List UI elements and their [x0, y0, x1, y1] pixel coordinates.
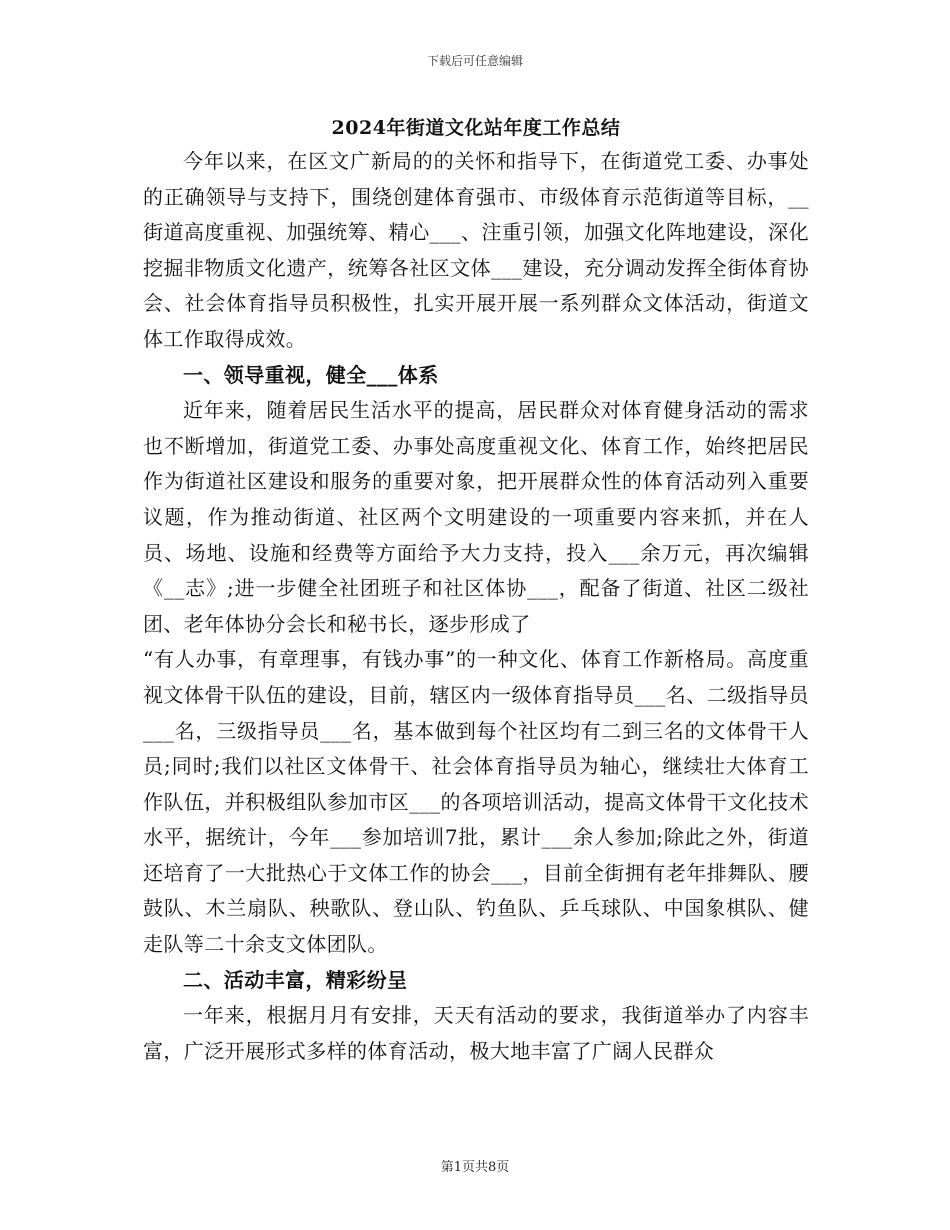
section-1-paragraph-1: 近年来，随着居民生活水平的提高，居民群众对体育健身活动的需求也不断增加，街道党工委、办事处高度重视文化、体育工作，始终把居民作为街道社区建设和服务的重要对象，把开展群众性的体育活动列入重要议题，作为推动街道、社区两个文明建设的一项重要内容来抓，并在人员、场地、设施和经费等方面给予大力支持，投入___余万元，再次编辑《__志》;进一步健全社团班子和社区体协___，配备了街道、社区二级社团、老年体协分会长和秘书长，逐步形成了: [143, 398, 809, 636]
section-1-heading: 一、领导重视，健全___体系: [183, 362, 439, 387]
header-note: 下载后可任意编辑: [426, 54, 523, 68]
document-body: [143, 112, 809, 1069]
section-2-heading: 二、活动丰富，精彩纷呈: [183, 967, 408, 992]
page-number: 第1页共8页: [440, 1160, 510, 1175]
section-2-paragraph-1: 一年来，根据月月有安排，天天有活动的要求，我街道举办了内容丰富，广泛开展形式多样的体育活动，极大地丰富了广阔人民群众: [143, 1003, 809, 1063]
document-title: 2024年街道文化站年度工作总结: [331, 117, 621, 139]
section-1-paragraph-2: “有人办事，有章理事，有钱办事”的一种文化、体育工作新格局。高度重视文体骨干队伍的建设，目前，辖区内一级体育指导员___名、二级指导员___名，三级指导员___名，基本做到每个社区均有二到三名的文体骨干人员;同时;我们以社区文体骨干、社会体育指导员为轴心，继续壮大体育工作队伍，并积极组队参加市区___的各项培训活动，提高文体骨干文化技术水平，据统计，今年___参加培训7批，累计___余人参加;除此之外，街道还培育了一大批热心于文体工作的协会___，目前全街拥有老年排舞队、腰鼓队、木兰扇队、秧歌队、登山队、钓鱼队、乒乓球队、中国象棋队、健走队等二十余支文体团队。: [143, 647, 809, 957]
intro-paragraph: 今年以来，在区文广新局的的关怀和指导下，在街道党工委、办事处的正确领导与支持下，围绕创建体育强市、市级体育示范街道等目标，__街道高度重视、加强统筹、精心___、注重引领，加强文化阵地建设，深化挖掘非物质文化遗产，统筹各社区文体___建设，充分调动发挥全街体育协会、社会体育指导员积极性，扎实开展开展一系列群众文体活动，街道文体工作取得成效。: [143, 149, 809, 351]
